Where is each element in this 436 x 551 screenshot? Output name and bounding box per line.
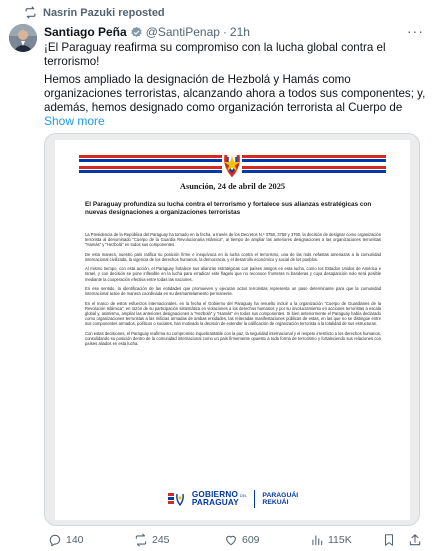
reply-button[interactable] bbox=[48, 533, 84, 547]
avatar[interactable] bbox=[9, 24, 37, 52]
tweet-paragraph: Hemos ampliado la designación de Hezbolá y Hamás como organizaciones terroristas, alcanzando ahora a todos sus componentes; y, además, hemos designado como organización terrorista al Cuerpo de bbox=[44, 72, 426, 115]
like-count: 609 bbox=[242, 534, 260, 546]
share-button[interactable] bbox=[408, 533, 422, 547]
repost-indicator[interactable] bbox=[24, 6, 165, 19]
repost-text: Nasrin Pazuki reposted bbox=[43, 6, 165, 19]
tweet-text bbox=[44, 41, 430, 115]
heart-icon bbox=[224, 533, 238, 547]
repost-icon bbox=[24, 6, 37, 19]
like-button[interactable] bbox=[224, 533, 260, 547]
show-more-link[interactable]: Show more bbox=[44, 114, 105, 128]
reply-count: 140 bbox=[66, 534, 84, 546]
tweet-header bbox=[44, 25, 250, 39]
verified-badge-icon[interactable] bbox=[130, 26, 143, 39]
bookmark-icon bbox=[382, 533, 396, 547]
repost-count: 245 bbox=[152, 534, 170, 546]
more-options-icon[interactable]: ··· bbox=[407, 23, 424, 39]
footer-gov-line-1-small: DEL bbox=[239, 494, 248, 499]
author-name[interactable]: Santiago Peña bbox=[44, 25, 127, 39]
tweet-media[interactable] bbox=[44, 133, 420, 526]
views-count: 115K bbox=[328, 534, 352, 546]
document-footer bbox=[55, 486, 410, 512]
document-paragraph: Al mismo tiempo, con esta acción, el Paraguay fortalece sus alianzas estratégicas con países amigos en esta lucha, como los Estados Unidos de América e Israel, y con decisión se pone inflexible en la lucha para erradicar este flagelo que no reconoce fronteras ni banderas y cuya desaparición solo será posible mediante la cooperación efectiva entre todas las naciones. bbox=[85, 266, 381, 282]
bookmark-button[interactable] bbox=[382, 533, 396, 547]
document-paragraph: Con estas decisiones, el Paraguay reafirma su compromiso inquebrantable con la paz, la seguridad internacional y el respeto irrestricto a los derechos humanos, consolidando su posición dentro de la comunidad internacional como un país firmemente opuesto a toda forma de terrorismo y fortaleciendo sus relaciones con países aliados en esta lucha. bbox=[85, 330, 381, 346]
footer-pr-line-2: REKUÁI bbox=[262, 499, 289, 506]
footer-guarani-label bbox=[262, 492, 298, 506]
tweet-paragraph: ¡El Paraguay reafirma su compromiso con la lucha global contra el terrorismo! bbox=[44, 41, 386, 69]
government-emblem-icon bbox=[167, 491, 185, 507]
header-separator: · bbox=[222, 25, 227, 39]
views-bar-chart-icon bbox=[310, 533, 324, 547]
footer-government-label bbox=[192, 492, 248, 505]
document-paragraph: En el marco de estos esfuerzos internacionales, en la fecha el Gobierno del Paraguay ha resuelto incluir a la organización "Cuerpo de Guardianes de la Revolución Islámica", en razón de su participación sistemática en violaciones a los derechos humanos y por su involucramiento en acciones terroristas a escala global y, asimismo, ampliar las anteriores designaciones a "Hezbolá" y "Hamás" en todos sus componentes. Si bien anteriormente el Paraguay había declarado como organizaciones terroristas a las milicias armadas de ambas entidades, las reiteradas manifestaciones públicas de estas, en las que no se distingue entre sus componentes armados, políticos o sociales, han motivado la decisión de extender la calificación de organización terrorista a la totalidad de sus estructuras. bbox=[85, 300, 381, 327]
document-paragraph: En ese sentido, la identificación de las entidades que promueven y ejecutan actos terroristas representa un paso determinante para que la comunidad internacional actúe de manera coordinada en su desmantelamiento permanente. bbox=[85, 286, 381, 297]
tweet-time[interactable]: 21h bbox=[229, 25, 250, 39]
author-handle[interactable]: @SantiPenap bbox=[145, 25, 220, 39]
footer-gov-line-2: PARAGUAY bbox=[191, 497, 239, 507]
document-paragraph: De esta manera, nuestro país ratifica su posición firme e inequívoca en la lucha contra el terrorismo, una de las más nefastas amenazas a la comunidad internacional civilizada, la vigencia de los derechos humanos, la democracia, y el desarrollo económico y social de los pueblos. bbox=[85, 251, 381, 262]
reply-icon bbox=[48, 533, 62, 547]
document-title: El Paraguay profundiza su lucha contra el terrorismo y fortalece sus alianzas estratégicas con nuevas designaciones a organizaciones terroristas bbox=[85, 201, 372, 216]
press-release-document bbox=[55, 140, 410, 520]
document-date: Asunción, 24 de abril de 2025 bbox=[179, 182, 286, 191]
repost-button[interactable] bbox=[134, 533, 170, 547]
share-icon bbox=[408, 533, 422, 547]
document-body bbox=[85, 232, 381, 350]
government-seal-icon bbox=[212, 149, 252, 179]
footer-divider bbox=[254, 490, 255, 508]
footer-gov-line-1: GOBIERNO bbox=[191, 490, 239, 500]
tweet-actions bbox=[44, 533, 436, 547]
views-button[interactable] bbox=[310, 533, 352, 547]
document-paragraph: La Presidencia de la República del Paraguay ha tomado en la fecha, a través de los Decretos N.º 3758, 3759 y 3760, la decisión de designar como organización terrorista al denominado "Cuerpo de la Guardia Revolucionaria Islámica", al tiempo de ampliar las anteriores designaciones a las organizaciones terroristas "Hamás" y "Hezbolá" en todos sus componentes. bbox=[85, 232, 381, 248]
repost-icon bbox=[134, 533, 148, 547]
footer-pr-line-1: PARAGUÁI bbox=[262, 491, 299, 499]
avatar-photo-icon bbox=[9, 24, 37, 52]
